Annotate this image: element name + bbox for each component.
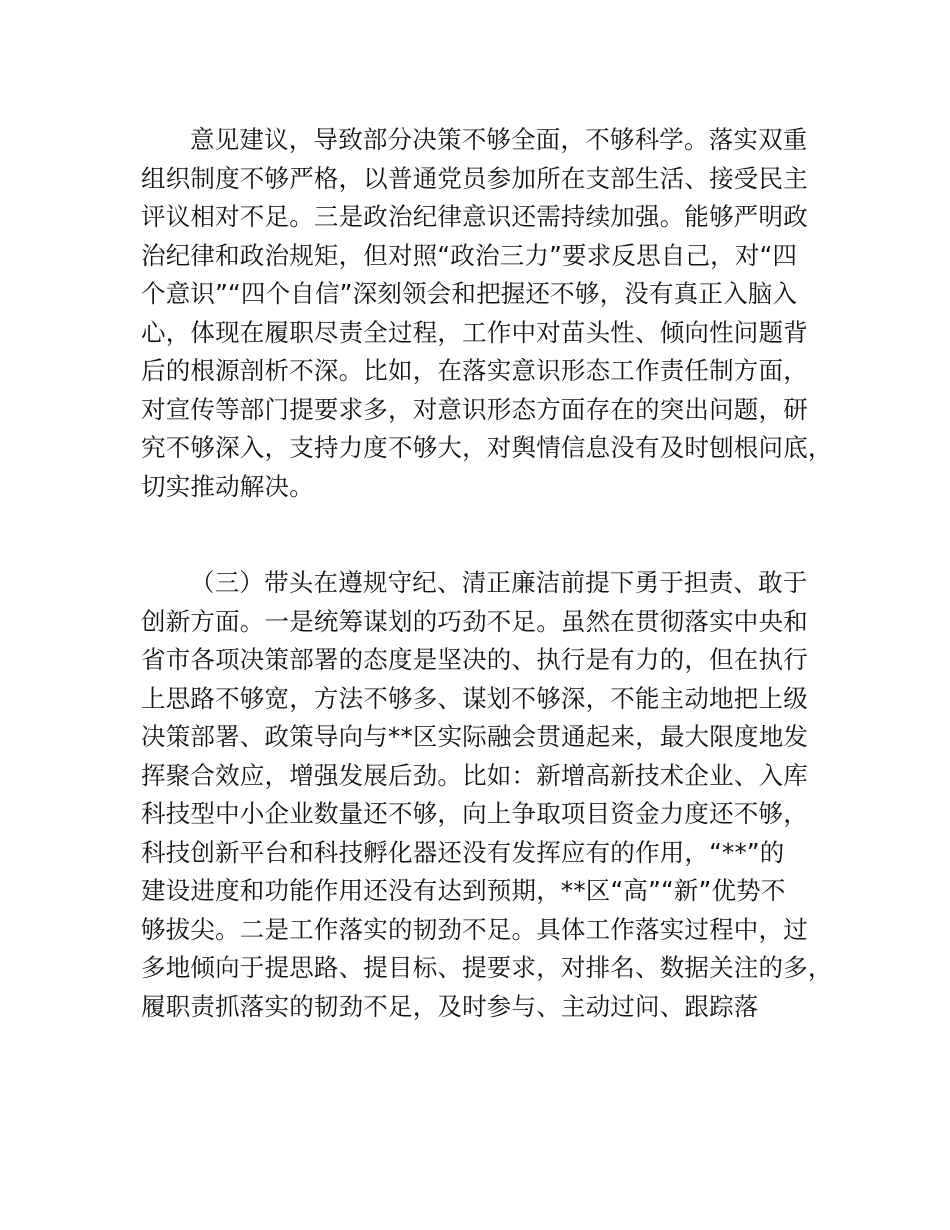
text-line: 上思路不够宽，方法不够多、谋划不够深，不能主动地把上级 xyxy=(141,683,808,713)
text-line: 科技型中小企业数量还不够，向上争取项目资金力度还不够， xyxy=(141,799,808,828)
text-line: 够拔尖。二是工作落实的韧劲不足。具体工作落实过程中，过 xyxy=(141,914,808,944)
text-line: 心，体现在履职尽责全过程，工作中对苗头性、倾向性问题背 xyxy=(141,317,808,347)
text-line: 创新方面。一是统筹谋划的巧劲不足。虽然在贯彻落实中央和 xyxy=(141,606,808,636)
text-line: 决策部署、政策导向与**区实际融会贯通起来，最大限度地发 xyxy=(141,722,809,751)
text-line: 治纪律和政治规矩，但对照“政治三力”要求反思自己，对“四 xyxy=(141,240,798,270)
text-line: 科技创新平台和科技孵化器还没有发挥应有的作用，“**”的 xyxy=(141,837,785,867)
text-line: 挥聚合效应，增强发展后劲。比如：新增高新技术企业、入库 xyxy=(141,760,808,790)
text-line: 意见建议，导致部分决策不够全面，不够科学。落实双重 xyxy=(190,125,808,154)
text-line: 个意识”“四个自信”深刻领会和把握还不够，没有真正入脑入 xyxy=(141,279,798,308)
text-line: 切实推动解决。 xyxy=(141,471,314,501)
text-line: 组织制度不够严格，以普通党员参加所在支部生活、接受民主 xyxy=(141,163,808,193)
paragraph-1 xyxy=(141,121,841,506)
text-line: 多地倾向于提思路、提目标、提要求，对排名、数据关注的多， xyxy=(141,953,833,982)
text-line: 建设进度和功能作用还没有达到预期，**区“高”“新”优势不 xyxy=(141,876,786,905)
paragraph-2 xyxy=(141,564,841,1026)
text-line: 履职责抓落实的韧劲不足，及时参与、主动过问、跟踪落 xyxy=(141,991,759,1021)
text-line: （三）带头在遵规守纪、清正廉洁前提下勇于担责、敢于 xyxy=(190,568,808,597)
text-line: 对宣传等部门提要求多，对意识形态方面存在的突出问题，研 xyxy=(141,394,808,424)
text-line: 省市各项决策部署的态度是坚决的、执行是有力的，但在执行 xyxy=(141,645,808,674)
text-line: 评议相对不足。三是政治纪律意识还需持续加强。能够严明政 xyxy=(141,202,808,231)
text-line: 究不够深入，支持力度不够大，对舆情信息没有及时刨根问底， xyxy=(141,433,833,462)
text-line: 后的根源剖析不深。比如，在落实意识形态工作责任制方面， xyxy=(141,356,808,385)
